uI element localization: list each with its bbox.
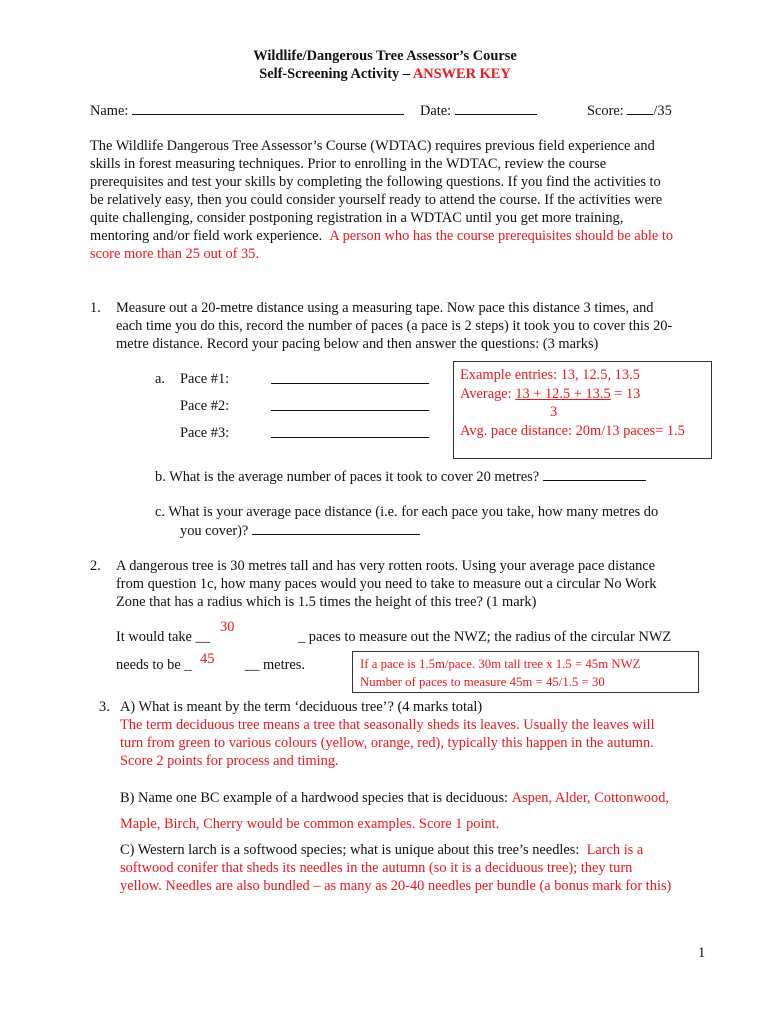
intro-line-6-text: mentoring and/or field work experience.: [90, 228, 323, 244]
q1-average-result: = 13: [614, 386, 641, 402]
q2-line-1: A dangerous tree is 30 metres tall and has very rotten roots. Using your average pace distance: [116, 558, 656, 574]
answer-key-label: ANSWER KEY: [412, 66, 511, 82]
q3c-answer-1: Larch is a: [586, 842, 644, 858]
date-label: Date:: [420, 103, 452, 119]
q1c-question: c. What is your average pace distance (i.e. for each pace you take, how many metres do: [155, 504, 659, 520]
q3b-question: B) Name one BC example of a hardwood species that is deciduous:: [120, 790, 509, 806]
date-input-line[interactable]: [455, 101, 537, 115]
q2-paces-text: _ paces to measure out the NWZ; the radius of the circular NWZ: [298, 629, 672, 645]
q1-line-3: metre distance. Record your pacing below and then answer the questions: (3 marks): [116, 336, 599, 352]
name-input-line[interactable]: [132, 101, 404, 115]
q1b-question: [155, 467, 646, 486]
score-total: /35: [653, 103, 672, 119]
q1c-input-line[interactable]: [252, 521, 420, 535]
q1-line-2: each time you do this, record the number of paces (a pace is 2 steps) it took you to cover this 20-: [116, 318, 673, 334]
q3b-answer-2: Maple, Birch, Cherry would be common examples. Score 1 point.: [120, 816, 500, 832]
q2-metres-text: __ metres.: [245, 657, 305, 673]
q1-average-prefix: Average:: [460, 386, 516, 402]
q1-average-line: [460, 385, 640, 403]
q2-answer-metres[interactable]: 45: [200, 651, 215, 667]
pace-1-input-line[interactable]: [271, 370, 429, 384]
q2-number: 2.: [90, 558, 101, 574]
page-number: 1: [698, 945, 706, 961]
intro-line-6: [90, 227, 673, 245]
pace-2-label: Pace #2:: [180, 398, 230, 414]
date-field: [420, 101, 537, 120]
q1-average-sum: 13 + 12.5 + 13.5: [515, 386, 611, 402]
q3b-answer-1: Aspen, Alder, Cottonwood,: [511, 790, 669, 806]
q2-line-2: from question 1c, how many paces would you need to take to measure out a circular No Work: [116, 576, 657, 592]
q1-number: 1.: [90, 300, 101, 316]
subtitle-prefix: Self-Screening Activity –: [259, 66, 413, 82]
q3a-answer-line-2: turn from green to various colours (yellow, orange, red), typically this happen in the autumn.: [120, 735, 654, 751]
q3a-answer-line-3: Score 2 points for process and timing.: [120, 753, 339, 769]
q1-example-entries: Example entries: 13, 12.5, 13.5: [460, 367, 640, 383]
score-label: Score:: [587, 103, 624, 119]
q1-pace-distance: Avg. pace distance: 20m/13 paces= 1.5: [460, 423, 685, 439]
q3c-answer-2: softwood conifer that sheds its needles in the autumn (so it is a deciduous tree); they turn: [120, 860, 633, 876]
pace-3-input-line[interactable]: [271, 424, 429, 438]
q1a-letter: a.: [155, 371, 165, 387]
page-subtitle: [0, 65, 770, 83]
intro-requirement-note: A person who has the course prerequisites should be able to: [329, 228, 674, 244]
q2-box-line-1: If a pace is 1.5m/pace. 30m tall tree x 1.5 = 45m NWZ: [360, 657, 641, 671]
q3b-line: [120, 789, 669, 807]
pace-3-label: Pace #3:: [180, 425, 230, 441]
q2-answer-paces[interactable]: 30: [220, 619, 235, 635]
q3c-answer-3: yellow. Needles are also bundled – as many as 20-40 needles per bundle (a bonus mark for this): [120, 878, 672, 894]
q2-box-line-2: Number of paces to measure 45m = 45/1.5 = 30: [360, 675, 605, 689]
q1c-text-end: you cover)?: [180, 523, 249, 539]
intro-line-5: quite challenging, consider postponing registration in a WDTAC until you get more training,: [90, 210, 624, 226]
name-label: Name:: [90, 103, 129, 119]
intro-line-4: be relatively easy, then you could consider yourself ready to attend the course. If the activities were: [90, 192, 663, 208]
q3c-question: C) Western larch is a softwood species; what is unique about this tree’s needles:: [120, 842, 580, 858]
q1b-input-line[interactable]: [543, 467, 646, 481]
intro-line-1: The Wildlife Dangerous Tree Assessor’s Course (WDTAC) requires previous field experience and: [90, 138, 655, 154]
q2-needs-to-be: needs to be _: [116, 657, 192, 673]
q2-it-would-take: It would take __: [116, 629, 210, 645]
intro-line-3: prerequisites and test your skills by completing the following questions. If you find the activities to: [90, 174, 661, 190]
intro-line-2: skills in forest measuring techniques. Prior to enrolling in the WDTAC, review the course: [90, 156, 607, 172]
q1-average-divisor: 3: [550, 404, 558, 420]
q3-number: 3.: [99, 699, 110, 715]
q3c-line: [120, 841, 643, 859]
intro-requirement-note-end: score more than 25 out of 35.: [90, 246, 260, 262]
page-title: Wildlife/Dangerous Tree Assessor’s Course: [253, 48, 517, 64]
pace-2-input-line[interactable]: [271, 397, 429, 411]
q1-line-1: Measure out a 20-metre distance using a measuring tape. Now pace this distance 3 times, and: [116, 300, 654, 316]
q2-line-3: Zone that has a radius which is 1.5 times the height of this tree? (1 mark): [116, 594, 537, 610]
q1c-question-end: [180, 521, 420, 540]
pace-1-label: Pace #1:: [180, 371, 230, 387]
score-input-line[interactable]: [627, 101, 653, 115]
name-field: [90, 101, 404, 120]
score-field: [587, 101, 672, 120]
q3a-question: A) What is meant by the term ‘deciduous tree’? (4 marks total): [120, 699, 483, 715]
q3a-answer-line-1: The term deciduous tree means a tree that seasonally sheds its leaves. Usually the leaves will: [120, 717, 655, 733]
q1b-text: b. What is the average number of paces it took to cover 20 metres?: [155, 469, 540, 485]
